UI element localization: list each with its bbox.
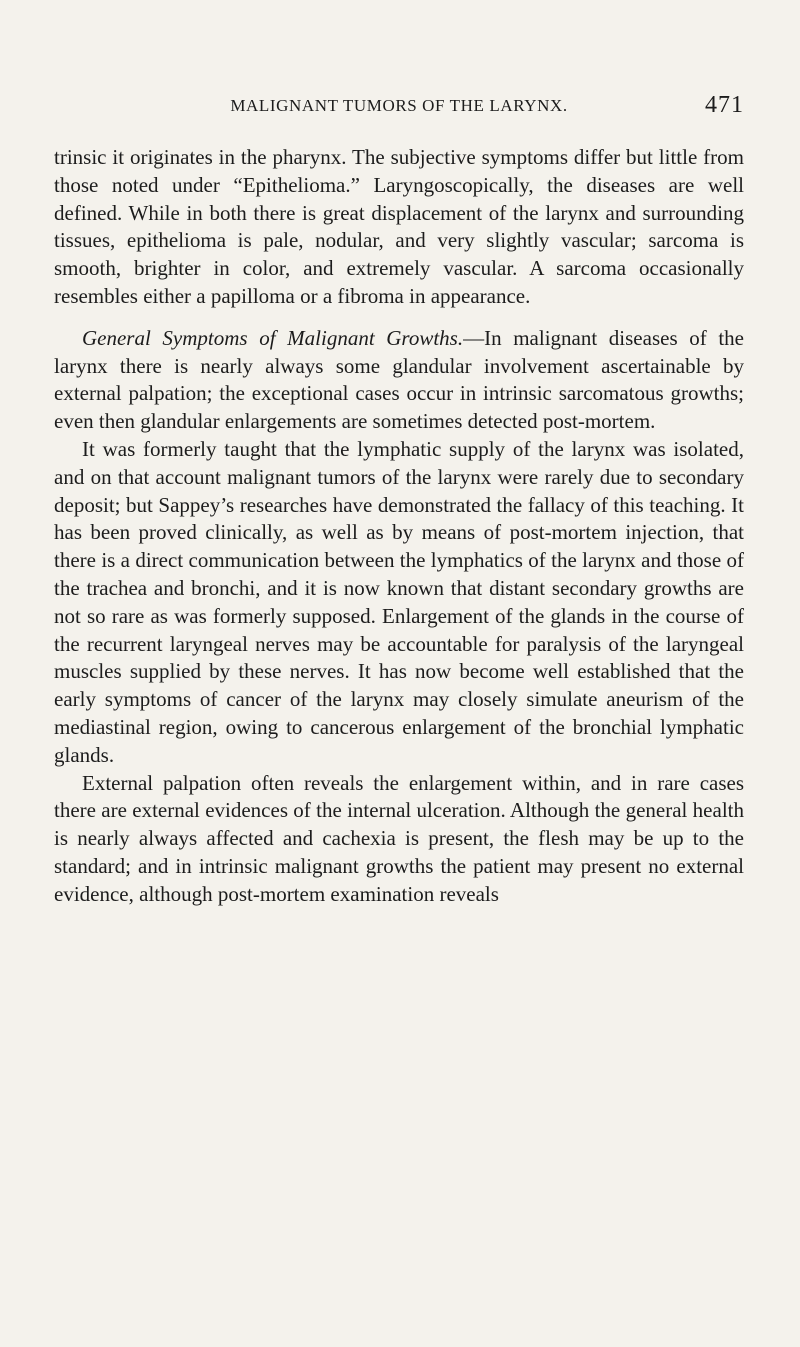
paragraph-continued: trinsic it originates in the pharynx. The subjective symptoms differ but little from those noted under “Epithelioma.” Laryngoscopically, the diseases are well defined. While in both there is great displacement of the larynx and surrounding tissues, epithelioma is pale, nodular, and very slightly vascular; sarcoma is smooth, brighter in color, and extremely vascular. A sarcoma occasionally resembles either a papilloma or a fibroma in appearance. — [54, 145, 744, 308]
page-header — [54, 92, 744, 120]
body-text — [54, 144, 744, 909]
paragraph-text: —In malignant diseases of the larynx there is nearly always some glandular involvement ascertainable by external palpation; the exceptional cases occur in intrinsic sarcomatous growths; even then glandular enlargements are sometimes detected post-mortem. — [54, 325, 744, 434]
paragraph-external-palpation: External palpation often reveals the enlargement within, and in rare cases there are external evidences of the internal ulceration. Although the general health is nearly always affected and cachexia is present, the flesh may be up to the standard; and in intrinsic malignant growths the patient may present no external evidence, although post-mortem examination reveals — [54, 770, 744, 906]
running-head: MALIGNANT TUMORS OF THE LARYNX. — [230, 96, 568, 115]
paragraph-general-symptoms — [54, 325, 744, 436]
paragraph-lymphatic-supply: It was formerly taught that the lymphatic supply of the larynx was isolated, and on that account malignant tumors of the larynx were rarely due to secondary deposit; but Sappey’s researches have demonstrated the fallacy of this teaching. It has been proved clinically, as well as by means of post-mortem injection, that there is a direct communication between the lymphatics of the larynx and those of the trachea and bronchi, and it is now known that distant secondary growths are not so rare as was formerly supposed. Enlargement of the glands in the course of the recurrent laryngeal nerves may be accountable for paralysis of the laryngeal muscles supplied by these nerves. It has now become well established that the early symptoms of cancer of the larynx may closely simulate aneurism of the mediastinal region, owing to cancerous enlargement of the bronchial lymphatic glands. — [54, 436, 744, 767]
page-number: 471 — [705, 92, 744, 118]
section-subheading: General Symptoms of Malignant Growths. — [82, 325, 464, 350]
